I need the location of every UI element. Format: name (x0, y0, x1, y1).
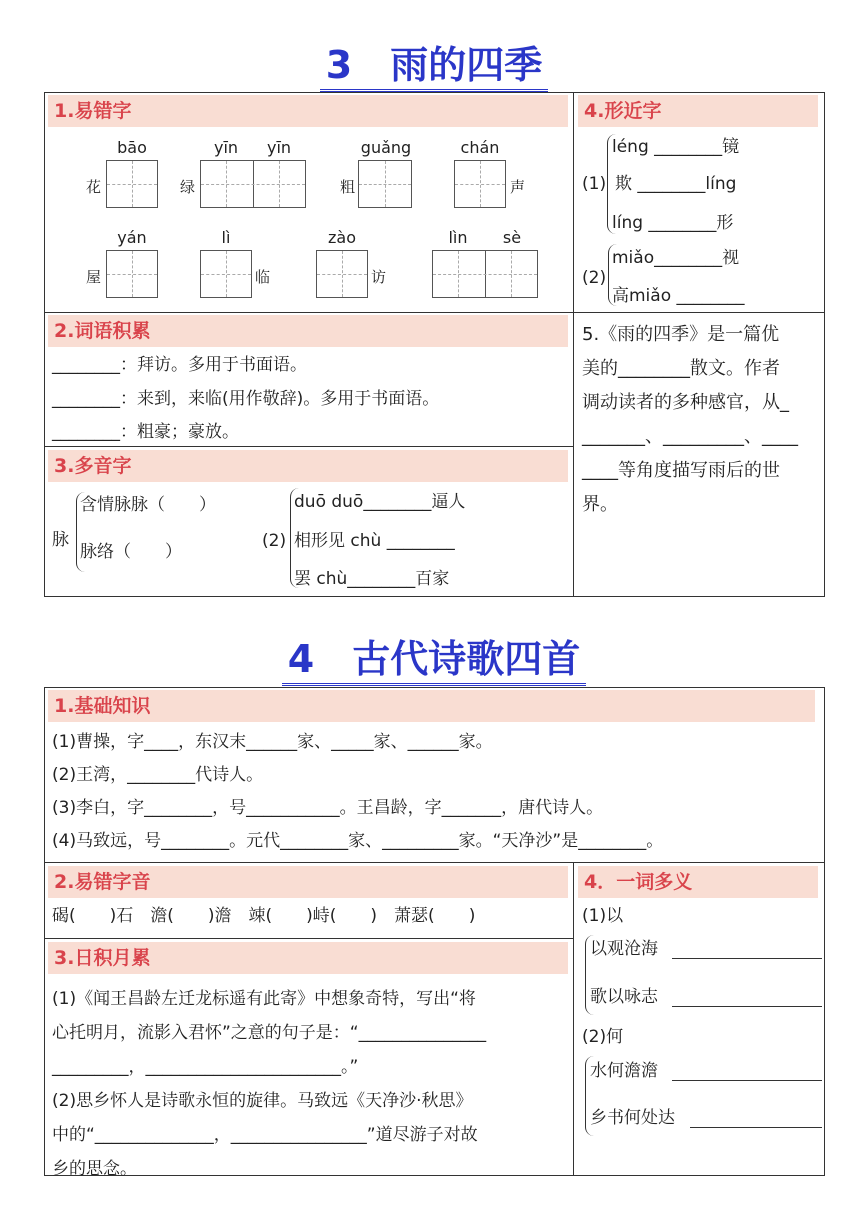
section-header: 4．一词多义 (578, 866, 818, 898)
writing-grid (106, 250, 158, 298)
section-header: 1.易错字 (48, 95, 568, 127)
polyphone-item: 罢 chù________百家 (294, 569, 450, 589)
q5-line: 5.《雨的四季》是一篇优 (582, 324, 780, 345)
section-header: 1.基础知识 (48, 690, 815, 722)
polyphone-item: 脉络（ ） (80, 542, 182, 562)
q5-line: 调动读者的多种感官，从_ (582, 392, 789, 413)
text-line: (2)思乡怀人是诗歌永恒的旋律。马致远《天净沙·秋思》 (52, 1091, 473, 1111)
polyphone-item: 含情脉脉（ ） (80, 495, 216, 515)
q5-line: ____等角度描写雨后的世 (582, 460, 780, 481)
section-header: 4.形近字 (578, 95, 818, 127)
writing-grid (106, 160, 158, 208)
writing-grid (358, 160, 412, 208)
writing-grid (454, 160, 506, 208)
basic-item: (3)李白，字________，号___________。王昌龄，字_______，唐代诗人。 (52, 798, 604, 818)
answer-line (672, 1080, 822, 1081)
meaning-item: 以观沧海 (590, 939, 658, 959)
pronunciation-line: 碣( )石 澹( )澹 竦( )峙( ) 萧瑟( ) (52, 906, 476, 926)
answer-line (672, 1006, 822, 1007)
q5-line: 美的________散文。作者 (582, 358, 780, 379)
writing-grid (200, 250, 252, 298)
group-number: (2) (582, 268, 607, 288)
group-number: (2) (262, 531, 287, 551)
char: 临 (255, 268, 271, 286)
similar-char-item: 高miǎo ________ (612, 286, 745, 306)
pinyin: guǎng (360, 138, 412, 157)
text-line: (1)《闻王昌龄左迁龙标遥有此寄》中想象奇特，写出“将 (52, 989, 476, 1009)
section-header: 2.词语积累 (48, 315, 568, 347)
text-line: 乡的思念。 (52, 1159, 137, 1179)
polyphone-item: duō duō________逼人 (294, 492, 466, 512)
similar-char-item: miǎo________视 (612, 248, 740, 268)
accumulation-text (52, 982, 486, 1186)
basic-item: (4)马致远，号________。元代________家、_________家。“天净沙”是________。 (52, 831, 664, 851)
divider (44, 862, 825, 863)
char: 访 (371, 268, 387, 286)
group-number: (1) (582, 174, 607, 194)
text-line: _________，_______________________。” (52, 1057, 359, 1077)
pinyin: zào (328, 228, 356, 247)
answer-line (690, 1127, 822, 1128)
basic-item: (2)王湾，________代诗人。 (52, 765, 264, 785)
similar-char-item: léng ________镜 (612, 137, 740, 157)
divider (44, 312, 825, 313)
pinyin: lìn (448, 228, 468, 247)
meaning-item: 水何澹澹 (590, 1061, 658, 1081)
similar-char-item: líng ________形 (612, 213, 734, 233)
polyphone-char: 脉 (52, 530, 69, 550)
vocab-item: ________：粗豪；豪放。 (52, 422, 239, 442)
word-label: (1)以 (582, 906, 624, 926)
section-header: 3.多音字 (48, 450, 568, 482)
writing-grid (432, 250, 538, 298)
pinyin: yīn (266, 138, 292, 157)
q5-line: _______、_________、____ (582, 426, 798, 447)
meaning-item: 乡书何处达 (590, 1108, 675, 1128)
pinyin: yīn (213, 138, 239, 157)
text-line: 心托明月，流影入君怀”之意的句子是：“_______________ (52, 1023, 487, 1043)
text-line: 中的“______________，________________”道尽游子对故 (52, 1125, 478, 1145)
divider (573, 862, 574, 1176)
divider (44, 446, 574, 447)
pinyin: chán (460, 138, 500, 157)
section-header: 2.易错字音 (48, 866, 568, 898)
pinyin: bāo (117, 138, 147, 157)
char: 绿 (180, 178, 196, 196)
vocab-item: ________：来到，来临(用作敬辞)。多用于书面语。 (52, 389, 440, 409)
pinyin: yán (117, 228, 147, 247)
divider (573, 92, 574, 597)
char: 粗 (340, 178, 356, 196)
q5-line: 界。 (582, 494, 618, 515)
divider (44, 938, 574, 939)
writing-grid (200, 160, 306, 208)
char: 声 (510, 178, 526, 196)
question-5 (582, 318, 798, 522)
polyphone-item: 相形见 chù ________ (294, 531, 455, 551)
lesson4-title: 4 古代诗歌四首 (0, 628, 868, 683)
vocab-item: ________：拜访。多用于书面语。 (52, 355, 307, 375)
similar-char-item: 欺 ________líng (615, 174, 737, 194)
writing-grid (316, 250, 368, 298)
basic-item: (1)曹操，字____，东汉末______家、_____家、______家。 (52, 732, 493, 752)
meaning-item: 歌以咏志 (590, 987, 658, 1007)
answer-line (672, 958, 822, 959)
word-label: (2)何 (582, 1027, 624, 1047)
section-header: 3.日积月累 (48, 942, 568, 974)
pinyin: sè (502, 228, 522, 247)
char: 花 (86, 178, 102, 196)
lesson3-title: 3 雨的四季 (0, 34, 868, 89)
pinyin: lì (221, 228, 231, 247)
char: 屋 (86, 268, 102, 286)
